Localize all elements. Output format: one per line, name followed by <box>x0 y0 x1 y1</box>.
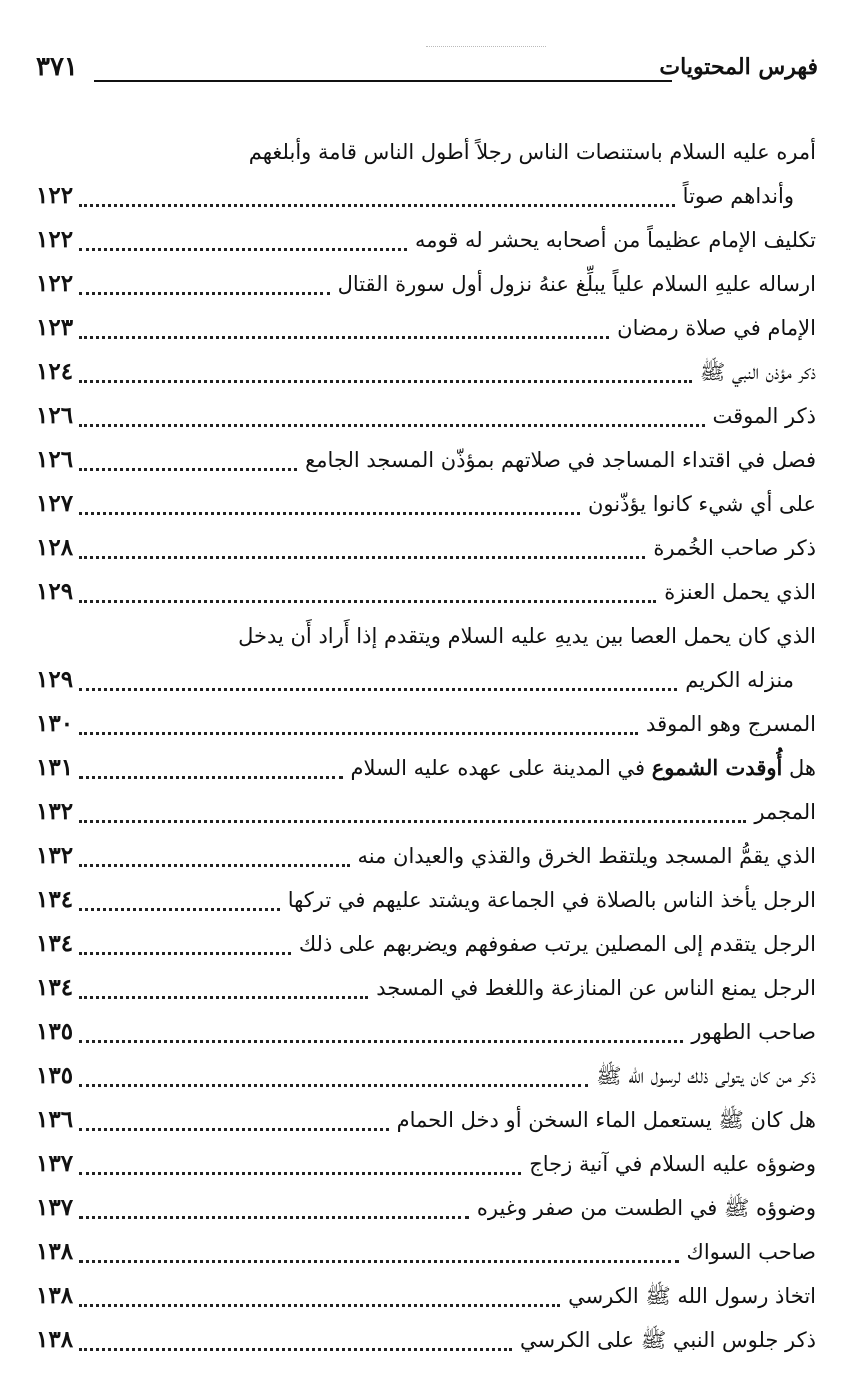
toc-entry-title: وأنداهم صوتاً <box>682 184 794 208</box>
toc-page-number: ١٣٢ <box>36 798 74 825</box>
toc-entry <box>36 394 816 438</box>
toc-entry-title: المجمر <box>754 800 816 824</box>
toc-entry <box>36 1318 816 1362</box>
toc-entry-line <box>36 350 816 394</box>
toc-page-number: ١٢٧ <box>36 490 74 517</box>
dot-leader <box>79 688 677 691</box>
dot-leader <box>79 820 746 823</box>
toc-entry <box>36 1098 816 1142</box>
dot-leader <box>79 1128 389 1131</box>
toc-entry-line <box>36 1274 816 1318</box>
running-title: فهرس المحتويات <box>659 54 818 80</box>
toc-entry-line <box>36 1318 816 1362</box>
toc-page-number: ١٢٩ <box>36 666 74 693</box>
toc-entry-title: الإمام في صلاة رمضان <box>617 316 816 340</box>
toc-page-number: ١٣٥ <box>36 1018 74 1045</box>
toc-entry <box>36 702 816 746</box>
header-rule <box>94 80 672 82</box>
toc-entry <box>36 1010 816 1054</box>
dot-leader <box>79 864 349 867</box>
dot-leader <box>79 1172 521 1175</box>
toc-entry-title: ذكر من كان يتولى ذلك لرسول الله ﷺ <box>596 1064 816 1088</box>
toc-entry-title: على أي شيء كانوا يؤذّنون <box>587 492 816 516</box>
toc-entry <box>36 438 816 482</box>
dot-leader <box>79 1216 469 1219</box>
toc-entry-title: منزله الكريم <box>685 668 794 692</box>
toc-page-number: ١٣٨ <box>36 1282 74 1309</box>
toc-entry <box>36 746 816 790</box>
toc-entry-line <box>36 1010 816 1054</box>
toc-entry <box>36 834 816 878</box>
table-of-contents <box>36 130 816 1362</box>
toc-page-number: ١٢٦ <box>36 402 74 429</box>
toc-entry <box>36 262 816 306</box>
dot-leader <box>79 1304 560 1307</box>
toc-page-number: ١٣٥ <box>36 1062 74 1089</box>
toc-entry-line <box>36 966 816 1010</box>
toc-page-number: ١٣٤ <box>36 974 74 1001</box>
toc-entry-line <box>36 790 816 834</box>
toc-page-number: ١٢٢ <box>36 270 74 297</box>
toc-page-number: ١٣١ <box>36 754 74 781</box>
header-scan-mark <box>426 46 546 47</box>
toc-entry-line <box>36 218 816 262</box>
dot-leader <box>79 424 704 427</box>
toc-entry-line <box>36 1142 816 1186</box>
toc-entry-title: اتخاذ رسول الله ﷺ الكرسي <box>568 1284 816 1308</box>
dot-leader <box>79 380 692 383</box>
toc-page-number: ١٣٢ <box>36 842 74 869</box>
toc-entry <box>36 966 816 1010</box>
toc-entry-title: الرجل يتقدم إلى المصلين يرتب صفوفهم ويضربهم على ذلك <box>298 932 816 956</box>
toc-entry <box>36 1142 816 1186</box>
toc-entry-title: وضوؤه ﷺ في الطست من صفر وغيره <box>476 1196 816 1220</box>
toc-page-number: ١٢٣ <box>36 314 74 341</box>
bold-phrase: أُوقدت الشموع <box>651 755 783 780</box>
toc-entry-line <box>36 1230 816 1274</box>
toc-entry-line <box>36 1186 816 1230</box>
dot-leader <box>79 248 407 251</box>
toc-entry <box>36 878 816 922</box>
toc-page-number: ١٢٦ <box>36 446 74 473</box>
toc-entry-line <box>36 702 816 746</box>
toc-entry-line <box>36 130 816 174</box>
toc-page-number: ١٣٨ <box>36 1326 74 1353</box>
toc-entry-title: ذكر الموقت <box>712 404 816 428</box>
toc-entry-line <box>36 262 816 306</box>
toc-entry-title: الرجل يمنع الناس عن المنازعة واللغط في المسجد <box>376 976 816 1000</box>
toc-entry-line <box>36 834 816 878</box>
toc-page-number: ١٣٠ <box>36 710 74 737</box>
toc-page-number: ١٢٢ <box>36 182 74 209</box>
toc-entry-title: صاحب السواك <box>686 1240 816 1264</box>
toc-entry-title: ذكر جلوس النبي ﷺ على الكرسي <box>519 1328 816 1352</box>
toc-page-number: ١٣٤ <box>36 886 74 913</box>
toc-entry <box>36 1274 816 1318</box>
toc-entry <box>36 614 816 702</box>
toc-entry <box>36 350 816 394</box>
dot-leader <box>79 336 609 339</box>
toc-page-number: ١٢٩ <box>36 578 74 605</box>
toc-entry-title: ذكر صاحب الخُمرة <box>653 536 816 560</box>
toc-entry-title: أمره عليه السلام باستنصات الناس رجلاً أطول الناس قامة وأبلغهم <box>248 140 816 164</box>
toc-entry-line <box>36 922 816 966</box>
dot-leader <box>79 556 645 559</box>
toc-entry-title: الرجل يأخذ الناس بالصلاة في الجماعة ويشتد عليهم في تركها <box>287 888 816 912</box>
toc-entry-title: هل أُوقدت الشموع في المدينة على عهده عليه السلام <box>350 755 816 780</box>
toc-entry-continuation <box>36 658 816 702</box>
dot-leader <box>79 1348 512 1351</box>
toc-entry <box>36 526 816 570</box>
toc-entry-continuation <box>36 174 816 218</box>
dot-leader <box>79 1260 678 1263</box>
dot-leader <box>79 204 675 207</box>
page-header <box>36 52 818 92</box>
toc-entry-title: صاحب الطهور <box>691 1020 816 1044</box>
toc-entry-line <box>36 1098 816 1142</box>
toc-entry-line <box>36 878 816 922</box>
toc-entry-title: الذي يحمل العنزة <box>664 580 816 604</box>
toc-entry-line <box>36 570 816 614</box>
toc-entry-title: الذي يقمُّ المسجد ويلتقط الخرق والقذي والعيدان منه <box>357 844 816 868</box>
toc-entry-line <box>36 394 816 438</box>
toc-page-number: ١٣٨ <box>36 1238 74 1265</box>
toc-page-number: ١٣٧ <box>36 1194 74 1221</box>
dot-leader <box>79 952 291 955</box>
toc-entry <box>36 922 816 966</box>
dot-leader <box>79 996 368 999</box>
toc-page-number: ١٣٤ <box>36 930 74 957</box>
dot-leader <box>79 468 297 471</box>
toc-entry-line <box>36 614 816 658</box>
toc-entry <box>36 218 816 262</box>
toc-entry-title: ذكر مؤذن النبي ﷺ <box>699 360 816 384</box>
dot-leader <box>79 292 330 295</box>
toc-entry-title: الذي كان يحمل العصا بين يديهِ عليه السلام ويتقدم إذا أَراد أَن يدخل <box>238 624 816 648</box>
toc-entry-title: تكليف الإمام عظيماً من أصحابه يحشر له قومه <box>414 228 816 252</box>
toc-entry <box>36 1186 816 1230</box>
toc-entry-line <box>36 1054 816 1098</box>
dot-leader <box>79 776 342 779</box>
toc-entry <box>36 790 816 834</box>
toc-page-number: ١٣٧ <box>36 1150 74 1177</box>
toc-entry-line <box>36 746 816 790</box>
toc-entry <box>36 306 816 350</box>
toc-entry <box>36 130 816 218</box>
toc-entry-title: فصل في اقتداء المساجد في صلاتهم بمؤذّن المسجد الجامع <box>305 448 816 472</box>
dot-leader <box>79 732 638 735</box>
toc-page-number: ١٢٢ <box>36 226 74 253</box>
toc-entry-line <box>36 306 816 350</box>
toc-entry-line <box>36 482 816 526</box>
toc-entry <box>36 482 816 526</box>
toc-entry-line <box>36 526 816 570</box>
toc-page-number: ١٢٨ <box>36 534 74 561</box>
toc-entry-title: هل كان ﷺ يستعمل الماء السخن أو دخل الحمام <box>396 1108 816 1132</box>
toc-page-number: ١٣٦ <box>36 1106 74 1133</box>
dot-leader <box>79 1084 588 1087</box>
dot-leader <box>79 908 280 911</box>
dot-leader <box>79 1040 683 1043</box>
toc-entry <box>36 570 816 614</box>
toc-entry <box>36 1054 816 1098</box>
page-number: ٣٧١ <box>36 52 78 82</box>
dot-leader <box>79 600 656 603</box>
toc-entry <box>36 1230 816 1274</box>
toc-entry-line <box>36 438 816 482</box>
toc-entry-title: ارساله عليهِ السلام علياً يبلِّغ عنهُ نزول أول سورة القتال <box>337 272 816 296</box>
dot-leader <box>79 512 580 515</box>
toc-entry-title: وضوؤه عليه السلام في آنية زجاج <box>529 1152 816 1176</box>
toc-page-number: ١٢٤ <box>36 358 74 385</box>
toc-entry-title: المسرج وهو الموقد <box>646 712 816 736</box>
